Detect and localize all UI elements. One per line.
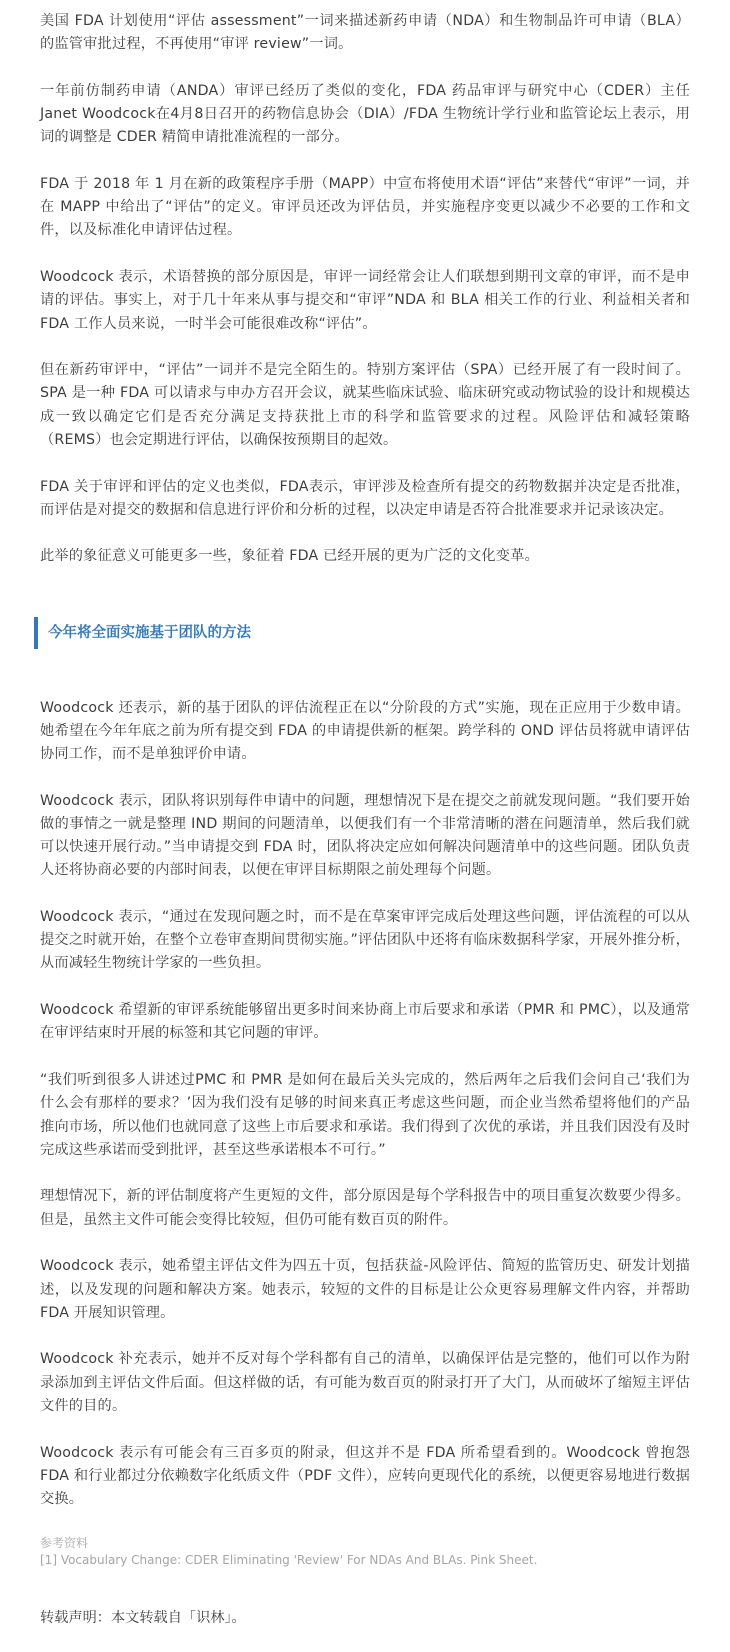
references-title: 参考资料 bbox=[40, 1535, 89, 1550]
paragraph: Woodcock 表示，她希望主评估文件为四五十页，包括获益-风险评估、简短的监管历史、研发计划描述，以及发现的问题和解决方案。她表示，较短的文件的目标是让公众更容易理解文件内容，并帮助 FDA 开展知识管理。 bbox=[40, 1258, 690, 1321]
section-heading-text: 今年将全面实施基于团队的方法 bbox=[48, 624, 251, 641]
paragraph: Woodcock 希望新的审评系统能够留出更多时间来协商上市后要求和承诺（PMR 和 PMC），以及通常在审评结束时开展的标签和其它问题的审评。 bbox=[40, 1002, 690, 1042]
reference-item: [1] Vocabulary Change: CDER Eliminating 'Review' For NDAs And BLAs. Pink Sheet. bbox=[40, 1552, 538, 1567]
paragraph: FDA 于 2018 年 1 月在新的政策程序手册（MAPP）中宣布将使用术语“评估”来替代“审评”一词，并在 MAPP 中给出了“评估”的定义。审评员还改为评估员，并实施程序变更以减少不必要的工作和文件，以及标准化申请评估过程。 bbox=[40, 176, 690, 239]
paragraph: Woodcock 表示，“通过在发现问题之时，而不是在草案审评完成后处理这些问题，评估流程的可以从提交之时就开始，在整个立卷审查期间贯彻实施。”评估团队中还将有临床数据科学家，开展外推分析，从而减轻生物统计学家的一些负担。 bbox=[40, 909, 690, 972]
paragraph: 但在新药审评中，“评估”一词并不是完全陌生的。特别方案评估（SPA）已经开展了有一段时间了。SPA 是一种 FDA 可以请求与申办方召开会议，就某些临床试验、临床研究或动物试验的设计和规模达成一致以确定它们是否充分满足支持获批上市的科学和监管要求的过程。风险评估和减轻策略（REMS）也会定期进行评估，以确保按预期目的起效。 bbox=[40, 362, 690, 448]
paragraph: Woodcock 补充表示，她并不反对每个学科都有自己的清单，以确保评估是完整的，他们可以作为附录添加到主评估文件后面。但这样做的话，有可能为数百页的附录打开了大门，从而破坏了缩短主评估文件的目的。 bbox=[40, 1351, 690, 1414]
paragraph: 此举的象征意义可能更多一些，象征着 FDA 已经开展的更为广泛的文化变革。 bbox=[40, 548, 539, 565]
article-body bbox=[40, 10, 690, 1629]
repost-note: 转载声明：本文转载自「识林」。 bbox=[40, 1609, 246, 1626]
paragraph: 美国 FDA 计划使用“评估 assessment”一词来描述新药申请（NDA）和生物制品许可申请（BLA）的监管审批过程，不再使用“审评 review”一词。 bbox=[40, 13, 690, 53]
paragraph: 一年前仿制药申请（ANDA）审评已经历了类似的变化，FDA 药品审评与研究中心（CDER）主任Janet Woodcock在4月8日召开的药物信息协会（DIA）/FDA 生物统计学行业和监管论坛上表示，用词的调整是 CDER 精简申请批准流程的一部分。 bbox=[40, 82, 690, 146]
paragraph: Woodcock 还表示，新的基于团队的评估流程正在以“分阶段的方式”实施，现在正应用于少数申请。她希望在今年年底之前为所有提交到 FDA 的申请提供新的框架。跨学科的 OND 评估员将就申请评估协同工作，而不是单独评价申请。 bbox=[40, 699, 690, 763]
heading-accent-bar bbox=[34, 617, 38, 649]
section-heading bbox=[34, 617, 690, 649]
paragraph: FDA 关于审评和评估的定义也类似，FDA表示，审评涉及检查所有提交的药物数据并决定是否批准，而评估是对提交的数据和信息进行评价和分析的过程，以决定申请是否符合批准要求并记录该决定。 bbox=[40, 478, 690, 518]
paragraph: Woodcock 表示有可能会有三百多页的附录，但这并不是 FDA 所希望看到的。Woodcock 曾抱怨 FDA 和行业都过分依赖数字化纸质文件（PDF 文件），应转向更现代化的系统，以便更容易地进行数据交换。 bbox=[40, 1444, 690, 1507]
paragraph: 理想情况下，新的评估制度将产生更短的文件，部分原因是每个学科报告中的项目重复次数要少得多。但是，虽然主文件可能会变得比较短，但仍可能有数百页的附件。 bbox=[40, 1188, 690, 1228]
paragraph: “我们听到很多人讲述过PMC 和 PMR 是如何在最后关头完成的，然后两年之后我们会问自己‘我们为什么会有那样的要求？’因为我们没有足够的时间来真正考虑这些问题，而企业当然希望将他们的产品推向市场，所以他们也就同意了这些上市后要求和承诺。我们得到了次优的承诺，并且我们因没有及时完成这些承诺而受到批评，甚至这些承诺根本不可行。” bbox=[40, 1072, 690, 1158]
paragraph: Woodcock 表示，术语替换的部分原因是，审评一词经常会让人们联想到期刊文章的审评，而不是申请的评估。事实上，对于几十年来从事与提交和“审评”NDA 和 BLA 相关工作的行业、利益相关者和 FDA 工作人员来说，一时半会可能很难改称“评估”。 bbox=[40, 269, 690, 332]
references bbox=[40, 1535, 690, 1569]
paragraph: Woodcock 表示，团队将识别每件申请中的问题，理想情况下是在提交之前就发现问题。“我们要开始做的事情之一就是整理 IND 期间的问题清单，以便我们有一个非常清晰的潜在问题清单，然后我们就可以快速开展行动。”当申请提交到 FDA 时，团队将决定应如何解决问题清单中的这些问题。团队负责人还将协商必要的内部时间表，以便在审评目标期限之前处理每个问题。 bbox=[40, 792, 690, 879]
